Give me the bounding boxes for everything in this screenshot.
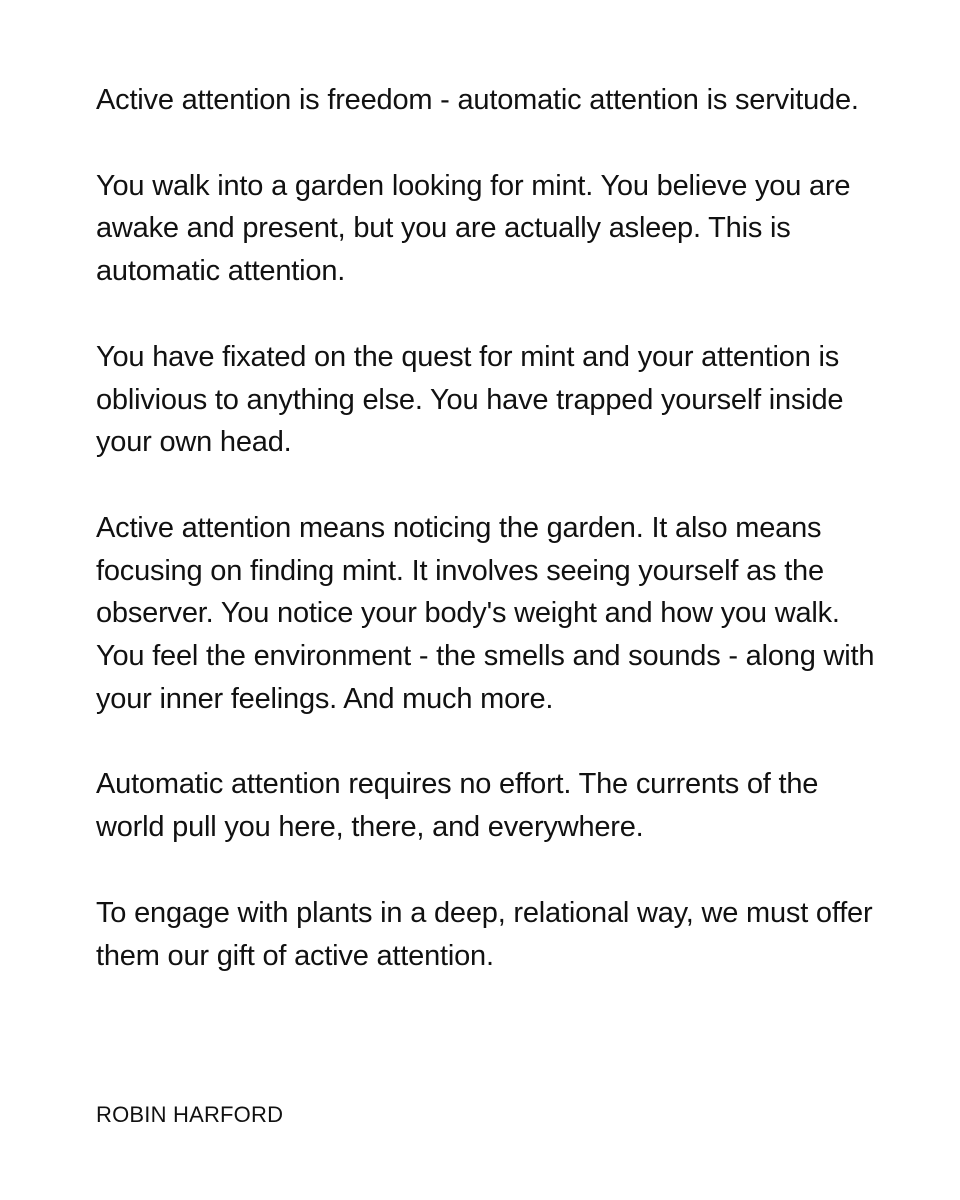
quote-paragraph-5: Automatic attention requires no effort. The currents of the world pull you here, there, and everywhere. — [96, 768, 819, 844]
quote-card — [96, 79, 876, 977]
quote-paragraph-1: Active attention is freedom - automatic attention is servitude. — [96, 84, 859, 116]
quote-paragraph-2: You walk into a garden looking for mint. You believe you are awake and present, but you are actually asleep. This is automatic attention. — [96, 169, 851, 288]
quote-paragraph-6: To engage with plants in a deep, relational way, we must offer them our gift of active attention. — [96, 896, 873, 972]
quote-paragraph-4: Active attention means noticing the garden. It also means focusing on finding mint. It involves seeing yourself as the observer. You notice your body's weight and how you walk. You feel the environment - the smells and sounds - along with your inner feelings. And much more. — [96, 511, 875, 715]
quote-author: ROBIN HARFORD — [96, 1102, 284, 1127]
quote-paragraph-3: You have fixated on the quest for mint and your attention is oblivious to anything else. You have trapped yourself inside your own head. — [96, 340, 844, 459]
